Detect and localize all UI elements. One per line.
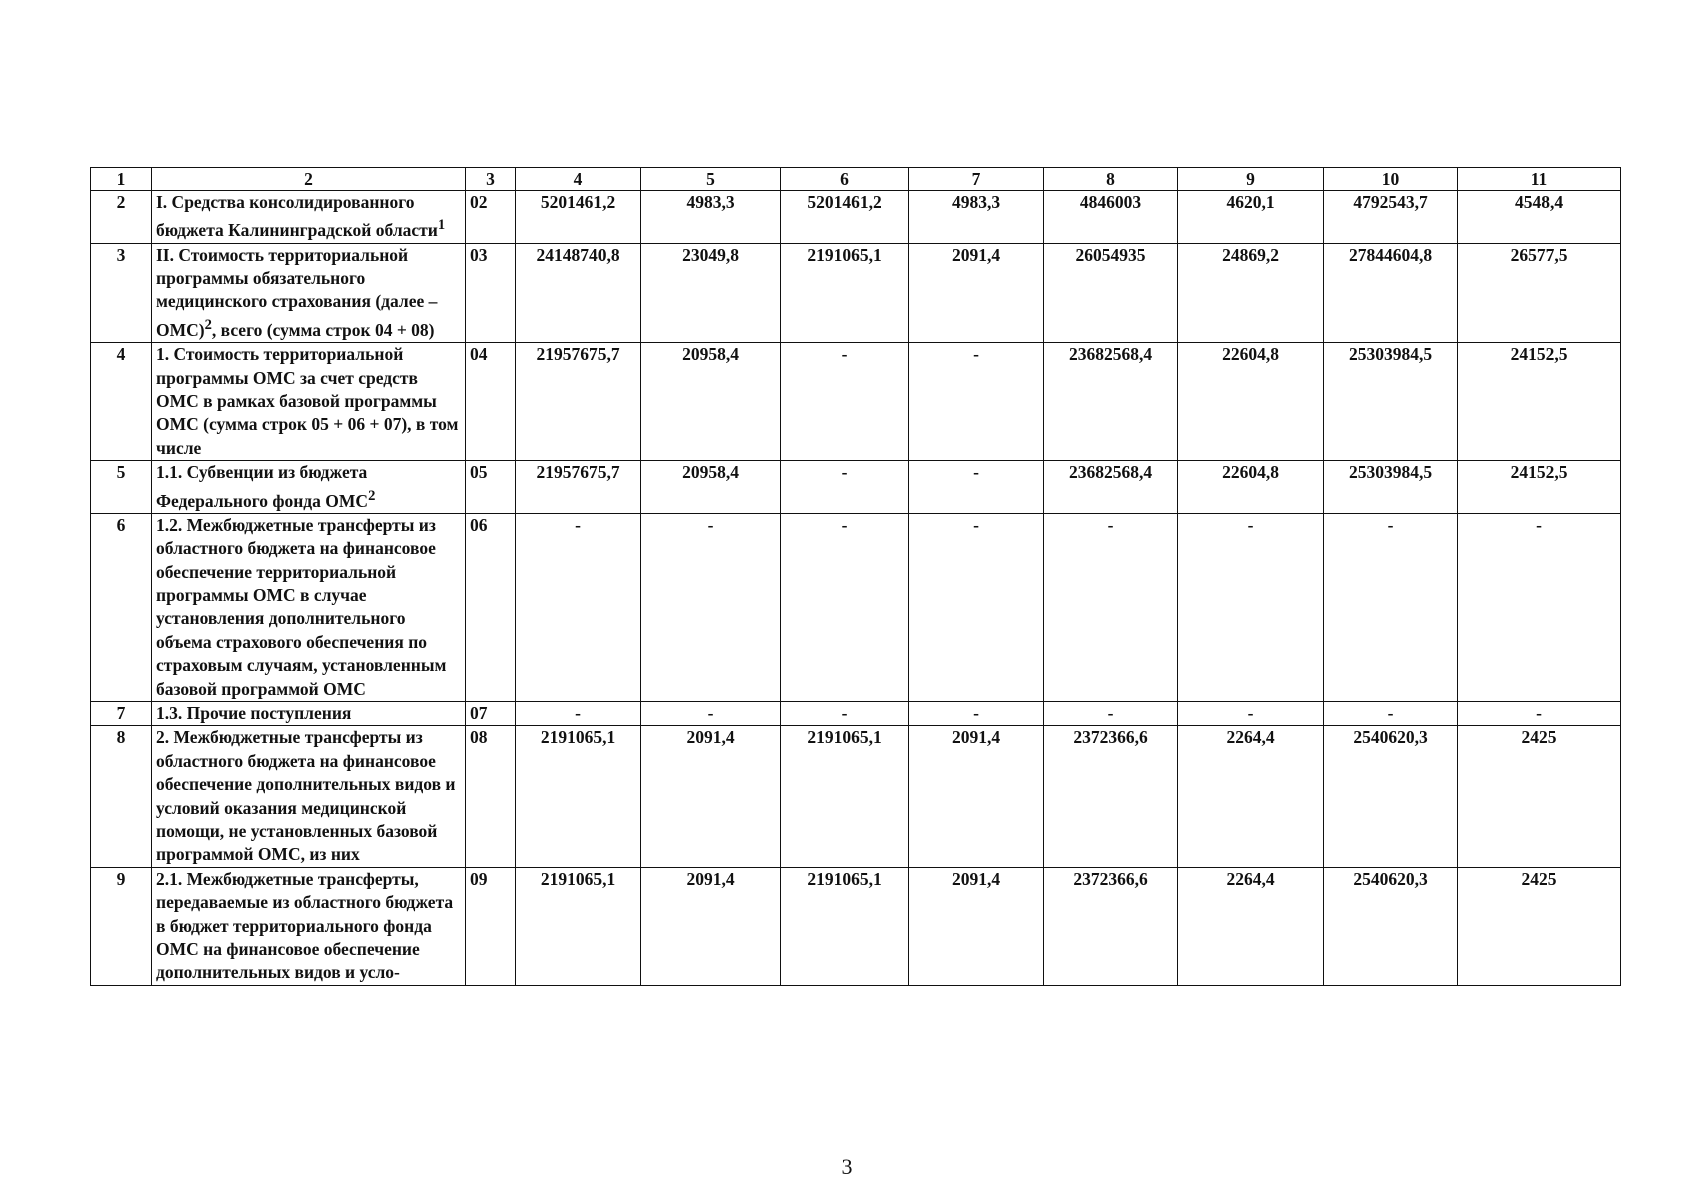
- row-number: 3: [91, 243, 152, 342]
- value-cell: 2540620,3: [1324, 867, 1458, 985]
- value-cell: 24148740,8: [516, 243, 641, 342]
- value-cell: 22604,8: [1178, 461, 1324, 514]
- value-cell: 24869,2: [1178, 243, 1324, 342]
- row-title-text: 1.1. Субвенции из бюджета Федерального фонда ОМС: [156, 462, 369, 511]
- value-cell: 23682568,4: [1044, 343, 1178, 461]
- value-cell: -: [641, 702, 781, 726]
- value-cell: 4620,1: [1178, 191, 1324, 244]
- row-title: [152, 191, 466, 244]
- row-number: 6: [91, 513, 152, 701]
- table-row: [91, 513, 1621, 701]
- footnote-mark: 1: [437, 217, 446, 234]
- value-cell: 4983,3: [909, 191, 1044, 244]
- header-cell: 8: [1044, 168, 1178, 191]
- row-title: [152, 243, 466, 342]
- header-cell: 7: [909, 168, 1044, 191]
- value-cell: 23049,8: [641, 243, 781, 342]
- row-title: [152, 726, 466, 867]
- page-number: 3: [841, 1154, 853, 1179]
- value-cell: -: [781, 702, 909, 726]
- row-title-text: I. Средства консолидированного бюджета Калининградской области: [156, 192, 438, 241]
- row-title-text: II. Стоимость территориальной программы обязательного медицинского страхования (далее – ОМС): [156, 244, 438, 340]
- table-header-row: [91, 168, 1621, 191]
- value-cell: -: [909, 343, 1044, 461]
- value-cell: 2264,4: [1178, 726, 1324, 867]
- value-cell: 2425: [1458, 726, 1621, 867]
- value-cell: 2091,4: [909, 243, 1044, 342]
- budget-table: [90, 167, 1621, 986]
- value-cell: 2372366,6: [1044, 726, 1178, 867]
- header-cell: 2: [152, 168, 466, 191]
- value-cell: -: [781, 343, 909, 461]
- value-cell: 4846003: [1044, 191, 1178, 244]
- value-cell: -: [909, 702, 1044, 726]
- row-number: 9: [91, 867, 152, 985]
- value-cell: -: [909, 513, 1044, 701]
- value-cell: -: [1178, 513, 1324, 701]
- row-title-text: 2.1. Межбюджетные трансферты, передаваемые из областного бюджета в бюджет территориального фонда ОМС на финансовое обеспечение дополнительных видов и усло-: [156, 868, 454, 983]
- value-cell: 2264,4: [1178, 867, 1324, 985]
- row-title-text: 1.2. Межбюджетные трансферты из областного бюджета на финансовое обеспечение территориальной программы ОМС в случае установления дополнительного объема страхового обеспечения по страховым случаям, установленным базовой программой ОМС: [156, 514, 447, 699]
- row-code: 03: [466, 243, 516, 342]
- value-cell: -: [1044, 513, 1178, 701]
- value-cell: 2191065,1: [781, 726, 909, 867]
- header-cell: 9: [1178, 168, 1324, 191]
- value-cell: -: [909, 461, 1044, 514]
- header-cell: 4: [516, 168, 641, 191]
- row-title: [152, 343, 466, 461]
- table-row: [91, 343, 1621, 461]
- row-title: [152, 461, 466, 514]
- value-cell: 24152,5: [1458, 461, 1621, 514]
- value-cell: 2091,4: [641, 726, 781, 867]
- row-number: 4: [91, 343, 152, 461]
- value-cell: 2191065,1: [781, 243, 909, 342]
- value-cell: -: [1324, 513, 1458, 701]
- footnote-mark: 2: [368, 487, 376, 504]
- table-row: [91, 243, 1621, 342]
- value-cell: 2191065,1: [516, 726, 641, 867]
- row-code: 04: [466, 343, 516, 461]
- row-code: 08: [466, 726, 516, 867]
- value-cell: 5201461,2: [781, 191, 909, 244]
- value-cell: -: [516, 513, 641, 701]
- value-cell: 21957675,7: [516, 461, 641, 514]
- row-number: 8: [91, 726, 152, 867]
- value-cell: 2091,4: [909, 867, 1044, 985]
- row-title-text-after: , всего (сумма строк 04 + 08): [211, 319, 435, 340]
- value-cell: -: [1324, 702, 1458, 726]
- value-cell: 20958,4: [641, 461, 781, 514]
- row-code: 02: [466, 191, 516, 244]
- value-cell: 23682568,4: [1044, 461, 1178, 514]
- value-cell: 2540620,3: [1324, 726, 1458, 867]
- value-cell: 24152,5: [1458, 343, 1621, 461]
- row-title-text: 1. Стоимость территориальной программы ОМС за счет средств ОМС в рамках базовой программы ОМС (сумма строк 05 + 06 + 07), в том числе: [156, 344, 459, 458]
- value-cell: 26577,5: [1458, 243, 1621, 342]
- value-cell: -: [516, 702, 641, 726]
- value-cell: -: [1458, 702, 1621, 726]
- value-cell: -: [781, 461, 909, 514]
- value-cell: -: [781, 513, 909, 701]
- table-row: [91, 702, 1621, 726]
- row-code: 06: [466, 513, 516, 701]
- value-cell: 4983,3: [641, 191, 781, 244]
- value-cell: 27844604,8: [1324, 243, 1458, 342]
- header-cell: 5: [641, 168, 781, 191]
- row-code: 05: [466, 461, 516, 514]
- value-cell: -: [1178, 702, 1324, 726]
- value-cell: 2091,4: [909, 726, 1044, 867]
- value-cell: 2191065,1: [516, 867, 641, 985]
- table-row: [91, 461, 1621, 514]
- table-row: [91, 867, 1621, 985]
- row-number: 2: [91, 191, 152, 244]
- value-cell: 20958,4: [641, 343, 781, 461]
- value-cell: 4548,4: [1458, 191, 1621, 244]
- row-code: 07: [466, 702, 516, 726]
- value-cell: 21957675,7: [516, 343, 641, 461]
- value-cell: 5201461,2: [516, 191, 641, 244]
- value-cell: 4792543,7: [1324, 191, 1458, 244]
- value-cell: -: [1458, 513, 1621, 701]
- value-cell: 26054935: [1044, 243, 1178, 342]
- footnote-mark: 2: [204, 316, 212, 333]
- row-title-text: 1.3. Прочие поступления: [156, 703, 352, 724]
- value-cell: 2091,4: [641, 867, 781, 985]
- value-cell: 25303984,5: [1324, 461, 1458, 514]
- header-cell: 10: [1324, 168, 1458, 191]
- row-number: 5: [91, 461, 152, 514]
- value-cell: 2372366,6: [1044, 867, 1178, 985]
- header-cell: 3: [466, 168, 516, 191]
- table-row: [91, 191, 1621, 244]
- value-cell: 25303984,5: [1324, 343, 1458, 461]
- value-cell: 22604,8: [1178, 343, 1324, 461]
- table-row: [91, 726, 1621, 867]
- row-title-text: 2. Межбюджетные трансферты из областного бюджета на финансовое обеспечение дополнительных видов и условий оказания медицинской помощи, не установленных базовой программой ОМС, из них: [156, 727, 456, 865]
- row-code: 09: [466, 867, 516, 985]
- row-number: 7: [91, 702, 152, 726]
- header-cell: 6: [781, 168, 909, 191]
- value-cell: -: [641, 513, 781, 701]
- value-cell: -: [1044, 702, 1178, 726]
- row-title: [152, 702, 466, 726]
- value-cell: 2191065,1: [781, 867, 909, 985]
- value-cell: 2425: [1458, 867, 1621, 985]
- row-title: [152, 513, 466, 701]
- row-title: [152, 867, 466, 985]
- header-cell: 1: [91, 168, 152, 191]
- header-cell: 11: [1458, 168, 1621, 191]
